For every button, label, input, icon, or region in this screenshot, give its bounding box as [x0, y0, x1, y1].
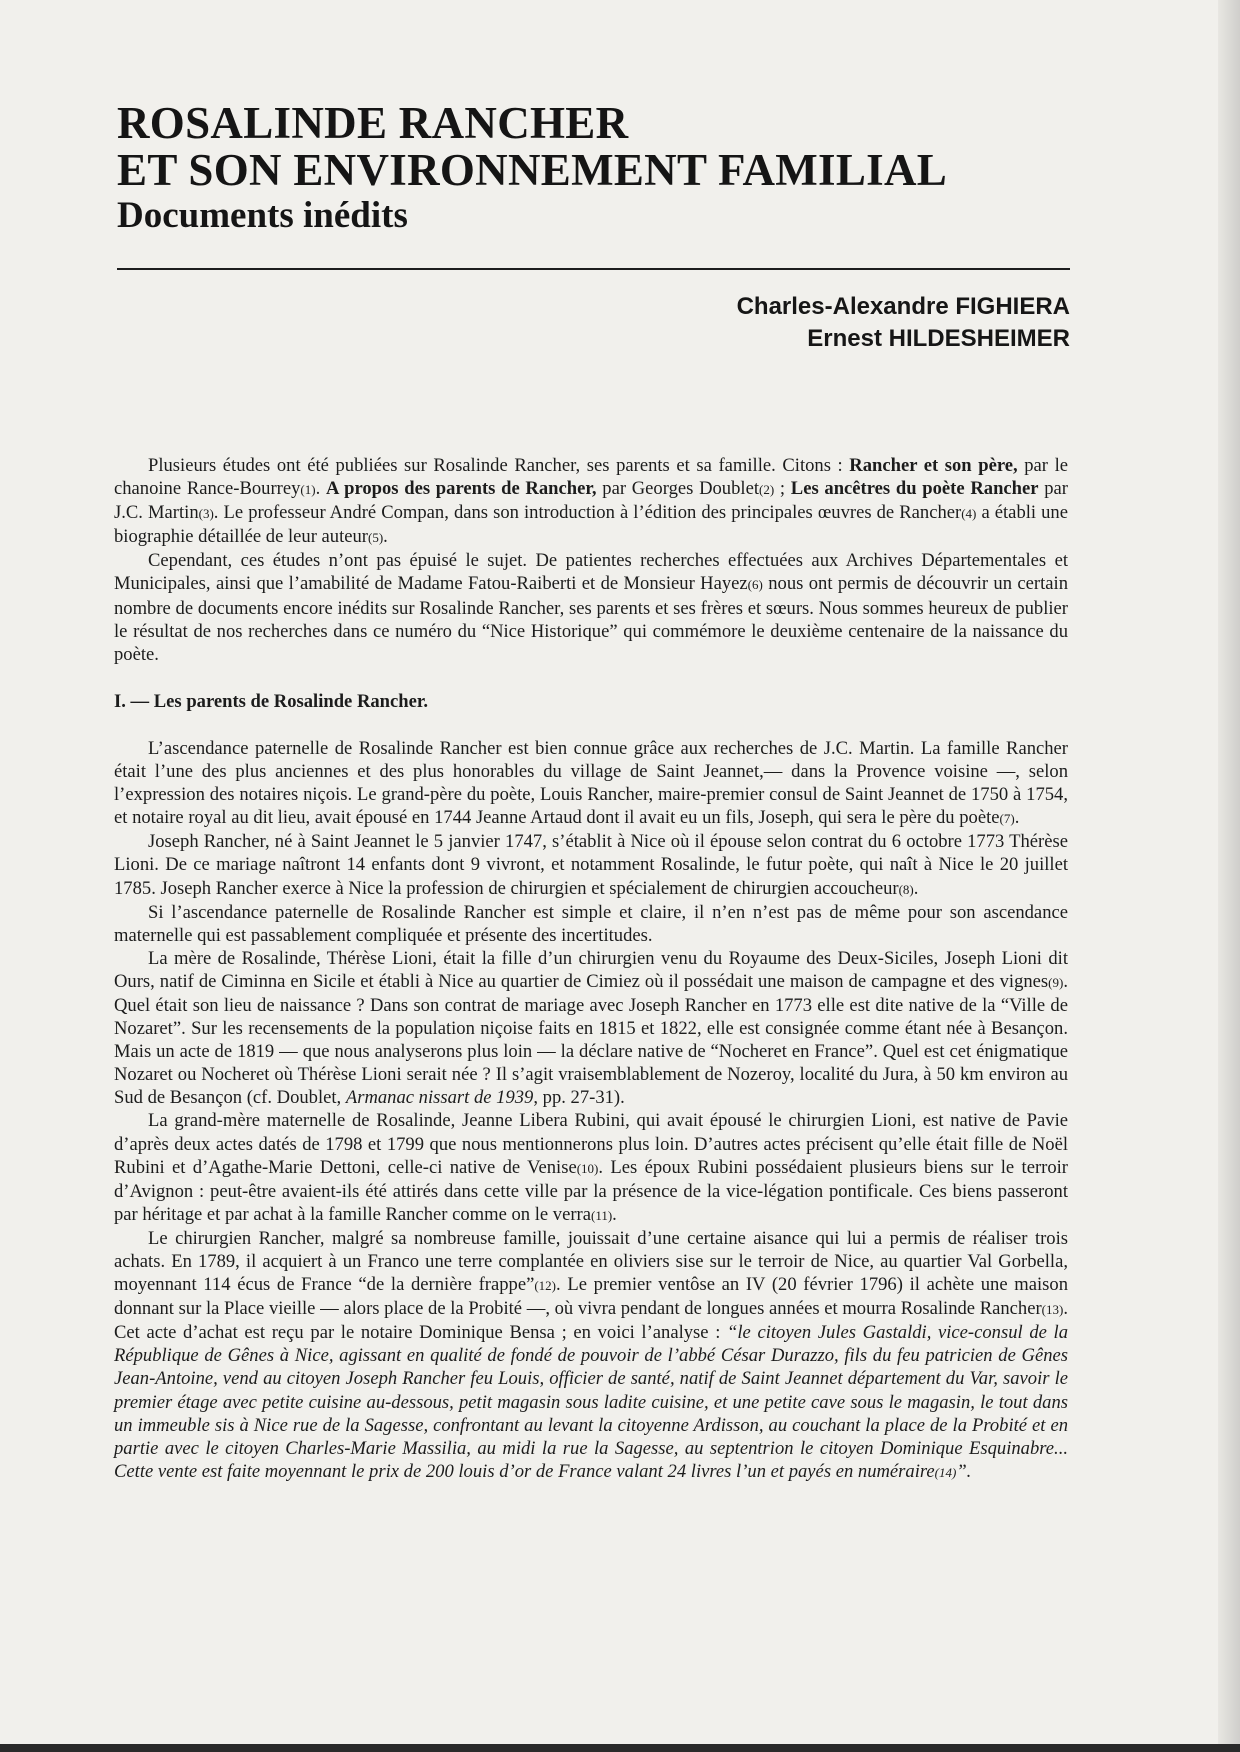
- footnote-ref: (5): [368, 530, 384, 546]
- text-run: par Georges Doublet: [596, 478, 759, 500]
- article-body: [114, 454, 1068, 1484]
- footnote-ref: (8): [898, 881, 914, 897]
- text-run: par J.C. Martin: [114, 478, 1068, 524]
- section-paragraph: [114, 901, 1068, 947]
- footnote-ref: (10): [576, 1160, 599, 1176]
- subtitle: Documents inédits: [117, 195, 408, 236]
- text-run: Joseph Rancher, né à Saint Jeannet le 5 janvier 1747, s’établit à Nice où il épouse selon contrat du 6 octobre 1773 Thérèse Lioni. De ce mariage naîtront 14 enfants dont 9 vivront, et notamment Rosalinde, le futur poète, qui naît à Nice le 20 juillet 1785. Joseph Rancher exerce à Nice la profession de chirurgien et spécialement de chirurgien accoucheur: [114, 831, 1068, 899]
- text-run: La grand-mère maternelle de Rosalinde, Jeanne Libera Rubini, qui avait épousé le chirurgien Lioni, est native de Pavie d’après deux actes datés de 1798 et 1799 que nous mentionnerons plus loin. D’autres actes précisent qu’elle était fille de Noël Rubini et d’Agathe-Marie Dettoni, celle-ci native de Venise: [114, 1110, 1068, 1178]
- text-run: .: [1014, 807, 1020, 829]
- footnote-ref: (4): [961, 506, 977, 522]
- section-paragraph: [114, 1227, 1068, 1484]
- footnote-ref: (14): [934, 1464, 957, 1480]
- text-run: . Quel était son lieu de naissance ? Dans son contrat de mariage avec Joseph Rancher en 1773 elle est dite native de la “Ville de Nozaret”. Sur les recensements de la population niçoise faits en 1815 et 1822, elle est consignée comme étant née à Besançon. Mais un acte de 1819 — que nous analyserons plus loin — la déclare native de “Nocheret en France”. Quel est cet énigmatique Nozaret ou Nocheret où Thérèse Lioni serait née ? Il s’agit vraisemblablement de Nozeroy, localité du Jura, à 50 km environ au Sud de Besançon (cf. Doublet,: [114, 970, 1068, 1109]
- text-run: Le chirurgien Rancher, malgré sa nombreuse famille, jouissait d’une certaine aisance qui lui a permis de réaliser trois achats. En 1789, il acquiert à un Franco une terre complantée en oliviers sise sur le terroir de Nice, au quartier Val Gorbella, moyennant 114 écus de France “de la dernière frappe”: [114, 1227, 1068, 1296]
- italic-text: ”.: [956, 1460, 972, 1482]
- text-run: L’ascendance paternelle de Rosalinde Rancher est bien connue grâce aux recherches de J.C. Martin. La famille Rancher était l’une des plus anciennes et des plus honorables du village de Saint Jeannet,— dans la Provence voisine —, selon l’expression des notaires niçois. Le grand-père du poète, Louis Rancher, maire-premier consul de Saint Jeannet de 1750 à 1754, et notaire royal au dit lieu, avait épousé en 1744 Jeanne Artaud dont il avait eu un fils, Joseph, qui sera le père du poète: [114, 737, 1068, 829]
- footnote-ref: (1): [300, 482, 316, 498]
- text-run: . Les époux Rubini possédaient plusieurs biens sur le terroir d’Avignon : peut-être avaient-ils été attirés dans cette ville par la présence de la vice-légation pontificale. Ces biens passeront par héritage et par achat à la famille Rancher comme on le verra: [114, 1156, 1068, 1225]
- scan-edge-bottom: [0, 1744, 1240, 1752]
- footnote-ref: (12): [534, 1278, 557, 1294]
- text-run: nous ont permis de découvrir un certain nombre de documents encore inédits sur Rosalinde Rancher, ses parents et ses frères et sœurs. Nous sommes heureux de publier le résultat de nos recherches dans ce numéro du “Nice Historique” qui commémore le deuxième centenaire de la naissance du poète.: [114, 573, 1068, 665]
- title-line-1: ROSALINDE RANCHER: [117, 98, 629, 148]
- text-run: par le chanoine Rance-Bourrey: [114, 455, 1068, 500]
- italic-text: “le citoyen Jules Gastaldi, vice-consul de la République de Gênes à Nice, agissant en qualité de fondé de pouvoir de l’abbé César Durazzo, fils du feu patricien de Gênes Jean-Antoine, vend au citoyen Joseph Rancher feu Louis, officier de santé, natif de Saint Jeannet département du Var, savoir le premier étage avec petite cuisine au-dessous, petit magasin sous ladite cuisine, et une petite cave sous le magasin, le tout dans un immeuble sis à Nice rue de la Sagesse, confrontant au levant la citoyenne Ardisson, au couchant la place de la Probité et en partie avec le citoyen Charles-Marie Massilia, au midi la rue la Sagesse, au septentrion le citoyen Dominique Esquinabre... Cette vente est faite moyennant le prix de 200 louis d’or de France valant 24 livres l’un et payés en numéraire: [114, 1322, 1068, 1482]
- text-run: .: [612, 1203, 617, 1225]
- italic-text: Armanac nissart de 1939: [345, 1087, 534, 1109]
- footnote-ref: (7): [999, 811, 1015, 827]
- author-2: Ernest HILDESHEIMER: [807, 325, 1070, 352]
- scan-edge-right: [1218, 0, 1240, 1752]
- text-run: .: [913, 877, 919, 899]
- section-paragraph: [114, 737, 1068, 830]
- title-block: [117, 100, 1077, 238]
- bold-citation: Les ancêtres du poète Rancher: [790, 478, 1039, 500]
- section-heading: I. — Les parents de Rosalinde Rancher.: [114, 690, 429, 712]
- title-line-2: ET SON ENVIRONNEMENT FAMILIAL: [117, 145, 948, 195]
- text-run: . Le professeur André Compan, dans son introduction à l’édition des principales œuvres de Rancher: [213, 502, 962, 524]
- bold-citation: A propos des parents de Rancher,: [325, 478, 597, 500]
- authors: [737, 291, 1070, 355]
- text-run: Plusieurs études ont été publiées sur Rosalinde Rancher, ses parents et sa famille. Citons :: [148, 455, 850, 476]
- text-run: . Le premier ventôse an IV (20 février 1796) il achète une maison donnant sur la Place vieille — alors place de la Probité —, où vivra pendant de longues années et mourra Rosalinde Rancher: [114, 1274, 1069, 1320]
- footnote-ref: (3): [198, 506, 214, 522]
- section-paragraph: [114, 947, 1068, 1110]
- text-run: La mère de Rosalinde, Thérèse Lioni, était la fille d’un chirurgien venu du Royaume des Deux-Siciles, Joseph Lioni dit Ours, natif de Ciminna en Sicile et établi à Nice au quartier de Cimiez où il possédait une maison de campagne et des vignes: [114, 947, 1068, 992]
- text-run: Si l’ascendance paternelle de Rosalinde Rancher est simple et claire, il n’en n’est pas de même pour son ascendance maternelle qui est passablement compliquée et présente des incertitudes.: [114, 901, 1068, 946]
- intro-paragraph-1: [114, 454, 1068, 549]
- footnote-ref: (9): [1048, 974, 1064, 990]
- text-run: Cependant, ces études n’ont pas épuisé le sujet. De patientes recherches effectuées aux Archives Départementales et Municipales, ainsi que l’amabilité de Madame Fatou-Raiberti et de Monsieur Hayez: [114, 550, 1068, 595]
- footnote-ref: (11): [590, 1207, 613, 1223]
- footnote-ref: (13): [1041, 1302, 1064, 1318]
- text-run: . Cet acte d’achat est reçu par le notaire Dominique Bensa ; en voici l’analyse :: [114, 1298, 1068, 1344]
- footnote-ref: (2): [759, 482, 775, 498]
- text-run: ;: [774, 478, 791, 500]
- text-run: .: [315, 478, 326, 500]
- intro-paragraph-2: [114, 549, 1068, 665]
- section-paragraph: [114, 830, 1068, 900]
- title-rule: [117, 268, 1070, 270]
- text-run: .: [383, 526, 388, 548]
- section-paragraph: [114, 1109, 1068, 1226]
- author-1: Charles-Alexandre FIGHIERA: [736, 293, 1070, 320]
- bold-citation: Rancher et son père,: [849, 455, 1018, 476]
- text-run: , pp. 27-31).: [533, 1087, 625, 1109]
- text-run: a établi une biographie détaillée de leur auteur: [114, 502, 1068, 548]
- footnote-ref: (6): [747, 577, 763, 593]
